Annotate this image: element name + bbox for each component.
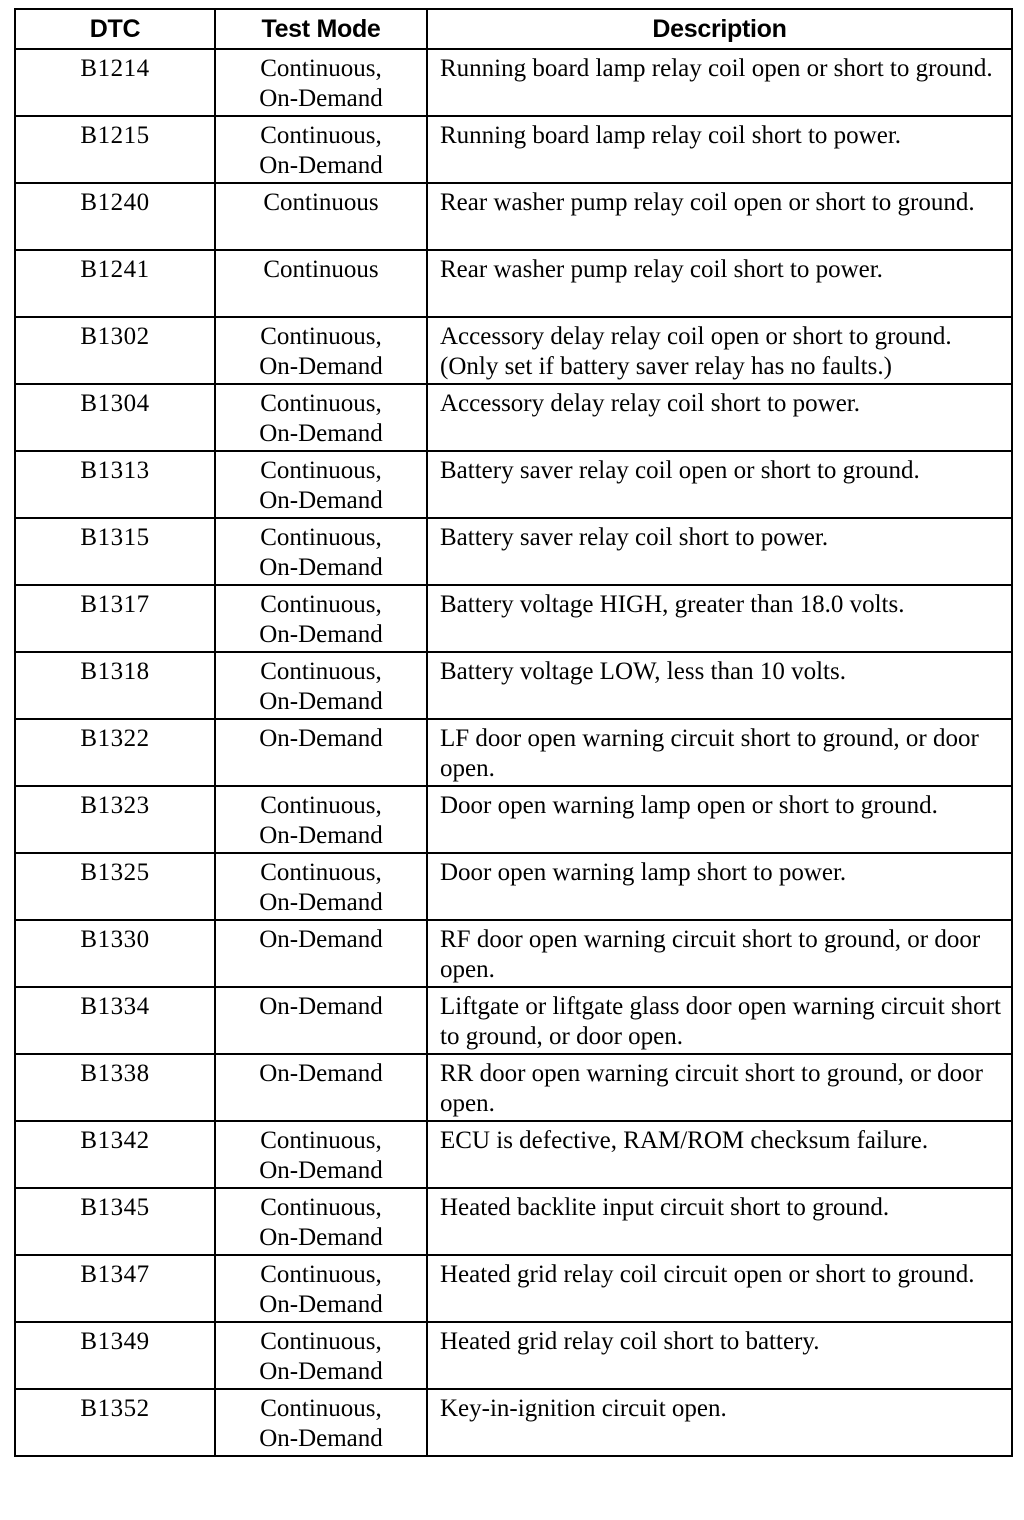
description-cell: Battery voltage HIGH, greater than 18.0 volts. <box>427 585 1012 652</box>
test-mode-line-1: On-Demand <box>259 926 383 953</box>
table-row <box>15 719 1012 786</box>
dtc-code: B1325 <box>15 853 215 920</box>
dtc-code: B1302 <box>15 317 215 384</box>
test-mode-line-2: On-Demand <box>259 1224 383 1251</box>
test-mode-cell <box>215 451 427 518</box>
test-mode-line-1: Continuous, <box>260 323 382 350</box>
test-mode-cell <box>215 49 427 116</box>
test-mode-line-2: On-Demand <box>259 621 383 648</box>
description-cell: Liftgate or liftgate glass door open warning circuit short to ground, or door open. <box>427 987 1012 1054</box>
test-mode-cell <box>215 116 427 183</box>
dtc-code: B1322 <box>15 719 215 786</box>
table-row <box>15 183 1012 250</box>
test-mode-line-1: Continuous <box>263 256 379 283</box>
test-mode-line-2: On-Demand <box>259 487 383 514</box>
test-mode-cell <box>215 987 427 1054</box>
test-mode-line-1: Continuous, <box>260 55 382 82</box>
test-mode-cell <box>215 384 427 451</box>
table-row <box>15 49 1012 116</box>
table-row <box>15 1121 1012 1188</box>
dtc-code: B1241 <box>15 250 215 317</box>
test-mode-line-1: Continuous, <box>260 1261 382 1288</box>
description-cell: Battery saver relay coil open or short to ground. <box>427 451 1012 518</box>
test-mode-cell <box>215 1255 427 1322</box>
test-mode-line-2: On-Demand <box>259 822 383 849</box>
test-mode-line-2: On-Demand <box>259 353 383 380</box>
test-mode-line-2: On-Demand <box>259 688 383 715</box>
test-mode-cell <box>215 1389 427 1456</box>
dtc-code: B1334 <box>15 987 215 1054</box>
test-mode-line-2: On-Demand <box>259 420 383 447</box>
description-cell: RF door open warning circuit short to ground, or door open. <box>427 920 1012 987</box>
test-mode-line-1: Continuous, <box>260 859 382 886</box>
table-header <box>15 9 1012 49</box>
table-row <box>15 1389 1012 1456</box>
table-row <box>15 317 1012 384</box>
dtc-code: B1349 <box>15 1322 215 1389</box>
test-mode-line-2: On-Demand <box>259 1291 383 1318</box>
table-row <box>15 1188 1012 1255</box>
test-mode-line-1: Continuous, <box>260 1328 382 1355</box>
test-mode-cell <box>215 250 427 317</box>
description-cell: Door open warning lamp short to power. <box>427 853 1012 920</box>
description-cell: Running board lamp relay coil short to power. <box>427 116 1012 183</box>
dtc-code: B1345 <box>15 1188 215 1255</box>
test-mode-line-1: Continuous, <box>260 390 382 417</box>
table-row <box>15 116 1012 183</box>
test-mode-line-1: On-Demand <box>259 993 383 1020</box>
dtc-code: B1330 <box>15 920 215 987</box>
description-cell: RR door open warning circuit short to ground, or door open. <box>427 1054 1012 1121</box>
dtc-code: B1323 <box>15 786 215 853</box>
description-cell: Key-in-ignition circuit open. <box>427 1389 1012 1456</box>
description-cell: Battery voltage LOW, less than 10 volts. <box>427 652 1012 719</box>
test-mode-cell <box>215 920 427 987</box>
test-mode-line-2: On-Demand <box>259 85 383 112</box>
dtc-code: B1342 <box>15 1121 215 1188</box>
test-mode-cell <box>215 853 427 920</box>
header-description: Description <box>427 9 1012 49</box>
test-mode-line-1: Continuous, <box>260 1127 382 1154</box>
test-mode-line-2: On-Demand <box>259 554 383 581</box>
dtc-code: B1214 <box>15 49 215 116</box>
description-cell: Heated backlite input circuit short to ground. <box>427 1188 1012 1255</box>
dtc-code: B1352 <box>15 1389 215 1456</box>
test-mode-line-2: On-Demand <box>259 152 383 179</box>
dtc-code: B1215 <box>15 116 215 183</box>
test-mode-line-1: Continuous, <box>260 591 382 618</box>
dtc-code: B1304 <box>15 384 215 451</box>
description-cell: Accessory delay relay coil open or short to ground. (Only set if battery saver relay has no faults.) <box>427 317 1012 384</box>
dtc-code: B1347 <box>15 1255 215 1322</box>
test-mode-cell <box>215 1322 427 1389</box>
test-mode-cell <box>215 652 427 719</box>
test-mode-cell <box>215 1054 427 1121</box>
test-mode-cell <box>215 518 427 585</box>
test-mode-line-1: On-Demand <box>259 725 383 752</box>
description-cell: Battery saver relay coil short to power. <box>427 518 1012 585</box>
dtc-code: B1338 <box>15 1054 215 1121</box>
description-cell: Accessory delay relay coil short to power. <box>427 384 1012 451</box>
table-body <box>15 49 1012 1456</box>
test-mode-line-1: Continuous <box>263 189 379 216</box>
test-mode-line-1: Continuous, <box>260 457 382 484</box>
test-mode-cell <box>215 183 427 250</box>
test-mode-cell <box>215 585 427 652</box>
test-mode-line-2: On-Demand <box>259 889 383 916</box>
description-cell: ECU is defective, RAM/ROM checksum failure. <box>427 1121 1012 1188</box>
description-cell: Heated grid relay coil circuit open or short to ground. <box>427 1255 1012 1322</box>
dtc-code: B1240 <box>15 183 215 250</box>
test-mode-line-2: On-Demand <box>259 1425 383 1452</box>
header-row <box>15 9 1012 49</box>
dtc-code: B1318 <box>15 652 215 719</box>
table-row <box>15 1054 1012 1121</box>
table-row <box>15 987 1012 1054</box>
header-dtc: DTC <box>15 9 215 49</box>
table-row <box>15 652 1012 719</box>
description-cell: Running board lamp relay coil open or short to ground. <box>427 49 1012 116</box>
description-cell: Rear washer pump relay coil short to power. <box>427 250 1012 317</box>
description-cell: Rear washer pump relay coil open or short to ground. <box>427 183 1012 250</box>
table-row <box>15 384 1012 451</box>
table-row <box>15 585 1012 652</box>
test-mode-line-1: Continuous, <box>260 122 382 149</box>
table-row <box>15 1255 1012 1322</box>
test-mode-cell <box>215 786 427 853</box>
dtc-table <box>14 8 1013 1457</box>
table-row <box>15 920 1012 987</box>
test-mode-line-1: Continuous, <box>260 792 382 819</box>
test-mode-line-1: Continuous, <box>260 658 382 685</box>
test-mode-line-2: On-Demand <box>259 1157 383 1184</box>
table-row <box>15 250 1012 317</box>
table-row <box>15 518 1012 585</box>
table-row <box>15 786 1012 853</box>
header-test-mode: Test Mode <box>215 9 427 49</box>
description-cell: Heated grid relay coil short to battery. <box>427 1322 1012 1389</box>
test-mode-cell <box>215 1188 427 1255</box>
test-mode-cell <box>215 719 427 786</box>
test-mode-line-1: On-Demand <box>259 1060 383 1087</box>
test-mode-line-2: On-Demand <box>259 1358 383 1385</box>
description-cell: Door open warning lamp open or short to ground. <box>427 786 1012 853</box>
table-row <box>15 1322 1012 1389</box>
test-mode-line-1: Continuous, <box>260 1395 382 1422</box>
dtc-code: B1317 <box>15 585 215 652</box>
table-row <box>15 853 1012 920</box>
test-mode-cell <box>215 1121 427 1188</box>
dtc-code: B1313 <box>15 451 215 518</box>
test-mode-cell <box>215 317 427 384</box>
table-row <box>15 451 1012 518</box>
test-mode-line-1: Continuous, <box>260 524 382 551</box>
dtc-code: B1315 <box>15 518 215 585</box>
test-mode-line-1: Continuous, <box>260 1194 382 1221</box>
description-cell: LF door open warning circuit short to ground, or door open. <box>427 719 1012 786</box>
